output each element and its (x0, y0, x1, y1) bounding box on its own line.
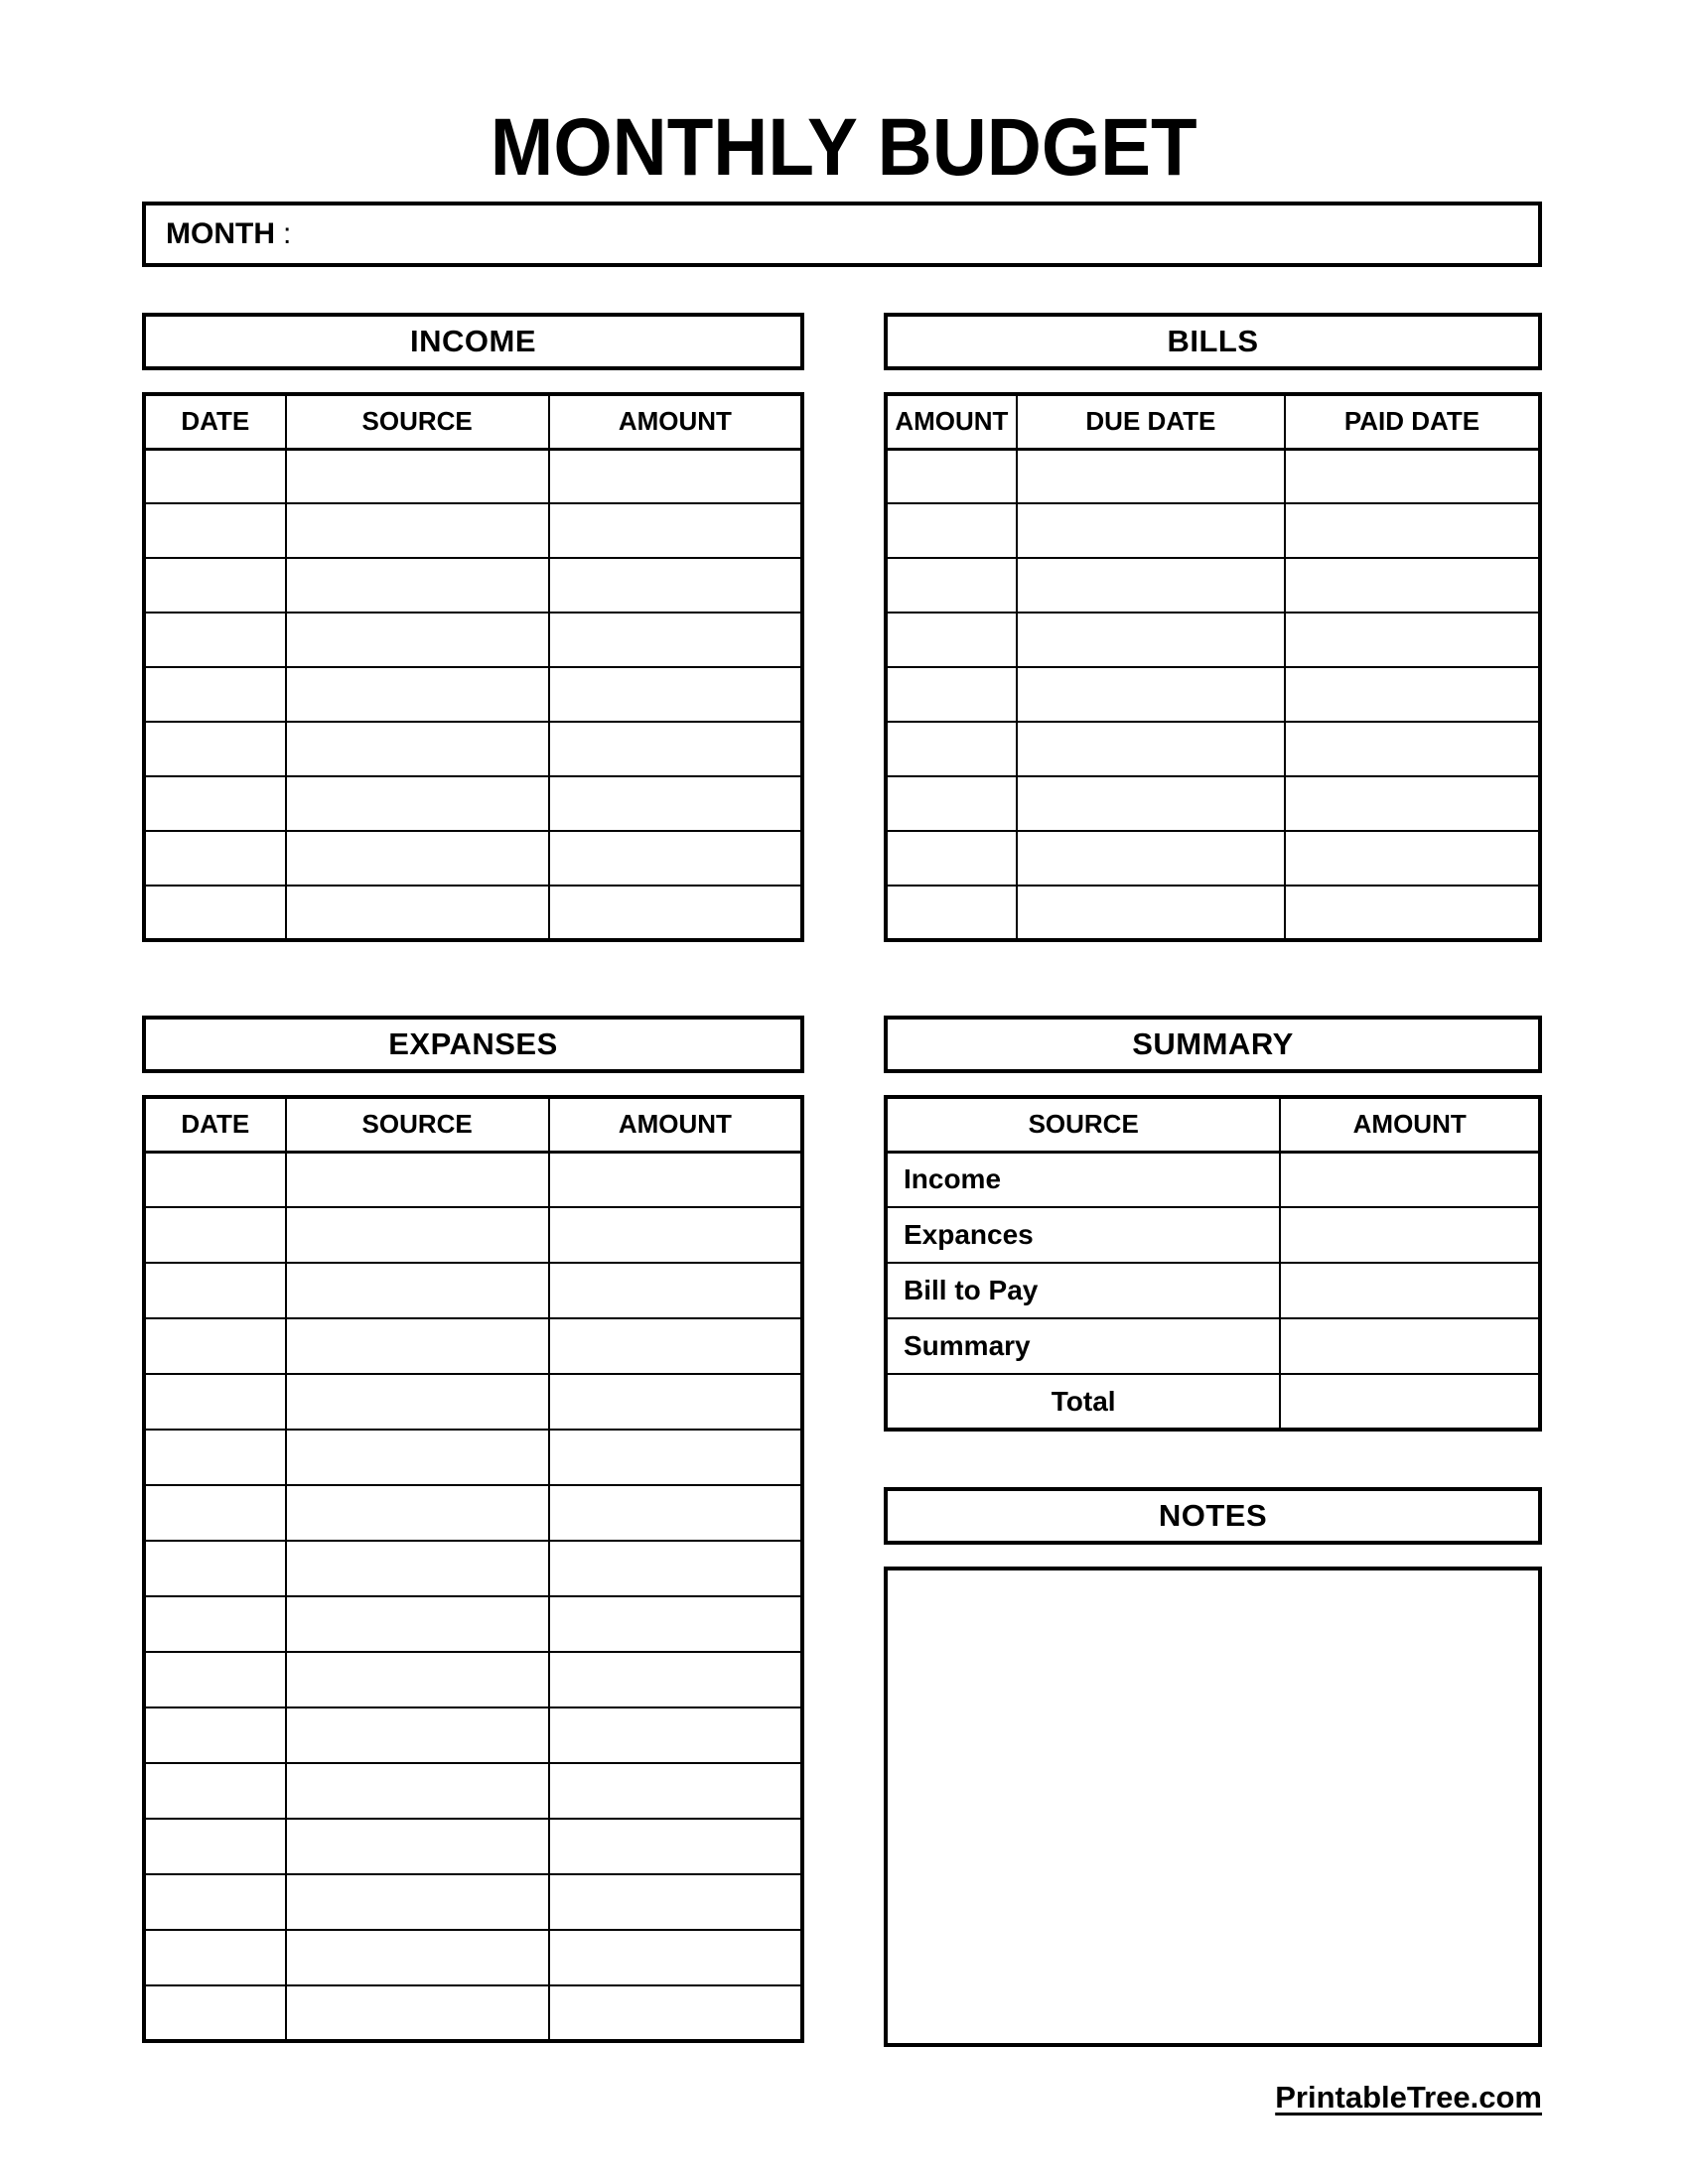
table-row (144, 1207, 802, 1263)
table-row (144, 1541, 802, 1596)
table-row (144, 449, 802, 503)
summary-amount-cell (1280, 1207, 1540, 1263)
blank-cell (549, 722, 802, 776)
column-header: AMOUNT (549, 1097, 802, 1152)
blank-cell (144, 1263, 286, 1318)
summary-row-label: Total (886, 1374, 1280, 1430)
header-row (886, 394, 1540, 449)
blank-cell (144, 558, 286, 613)
blank-cell (144, 1541, 286, 1596)
blank-cell (549, 613, 802, 667)
summary-row (886, 1263, 1540, 1318)
blank-cell (144, 1652, 286, 1707)
blank-cell (286, 1318, 549, 1374)
blank-cell (144, 776, 286, 831)
expanses-table (142, 1095, 804, 2043)
blank-cell (1017, 613, 1285, 667)
table-row (144, 667, 802, 722)
table-row (144, 831, 802, 886)
table-row (144, 722, 802, 776)
blank-cell (886, 831, 1017, 886)
blank-cell (286, 1207, 549, 1263)
notes-box (884, 1567, 1542, 2047)
notes-section-header (884, 1487, 1542, 1545)
blank-cell (1285, 613, 1540, 667)
blank-cell (144, 1430, 286, 1485)
table-row (886, 776, 1540, 831)
blank-cell (286, 1652, 549, 1707)
blank-cell (286, 1874, 549, 1930)
table-row (886, 831, 1540, 886)
blank-cell (886, 886, 1017, 940)
column-header: PAID DATE (1285, 394, 1540, 449)
blank-cell (144, 1485, 286, 1541)
expanses-section-header (142, 1016, 804, 1073)
month-separator: : (282, 217, 292, 250)
table-row (886, 886, 1540, 940)
table-row (886, 503, 1540, 558)
bills-table (884, 392, 1542, 942)
table-row (886, 558, 1540, 613)
blank-cell (549, 1707, 802, 1763)
blank-cell (1285, 558, 1540, 613)
blank-cell (549, 1318, 802, 1374)
blank-cell (286, 776, 549, 831)
blank-cell (144, 1152, 286, 1207)
blank-cell (144, 1318, 286, 1374)
blank-cell (144, 1874, 286, 1930)
summary-amount-cell (1280, 1318, 1540, 1374)
table-row (144, 1652, 802, 1707)
blank-cell (886, 776, 1017, 831)
blank-cell (886, 667, 1017, 722)
blank-cell (549, 1374, 802, 1430)
summary-total-row (886, 1374, 1540, 1430)
table-row (886, 667, 1540, 722)
blank-cell (1017, 776, 1285, 831)
table-row (144, 886, 802, 940)
blank-cell (549, 1985, 802, 2041)
column-header: AMOUNT (549, 394, 802, 449)
blank-cell (286, 1263, 549, 1318)
column-header: AMOUNT (886, 394, 1017, 449)
income-section-title: INCOME (410, 324, 536, 358)
blank-cell (144, 1374, 286, 1430)
summary-amount-cell (1280, 1374, 1540, 1430)
blank-cell (144, 1707, 286, 1763)
blank-cell (1285, 667, 1540, 722)
blank-cell (286, 1374, 549, 1430)
table-row (886, 722, 1540, 776)
table-row (886, 613, 1540, 667)
blank-cell (286, 1596, 549, 1652)
table-row (144, 1374, 802, 1430)
blank-cell (286, 503, 549, 558)
blank-cell (549, 503, 802, 558)
summary-table-body (886, 1152, 1540, 1430)
bills-section-title: BILLS (1167, 324, 1259, 358)
column-header: DUE DATE (1017, 394, 1285, 449)
blank-cell (549, 886, 802, 940)
expanses-section (142, 1016, 804, 2043)
blank-cell (549, 1152, 802, 1207)
blank-cell (549, 1541, 802, 1596)
blank-cell (1017, 722, 1285, 776)
summary-row (886, 1207, 1540, 1263)
summary-row (886, 1152, 1540, 1207)
bills-section-header (884, 313, 1542, 370)
blank-cell (549, 1874, 802, 1930)
blank-cell (549, 1430, 802, 1485)
blank-cell (144, 1763, 286, 1819)
column-header: DATE (144, 1097, 286, 1152)
blank-cell (286, 449, 549, 503)
blank-cell (144, 1930, 286, 1985)
table-row (144, 613, 802, 667)
blank-cell (144, 831, 286, 886)
table-row (144, 1763, 802, 1819)
table-row (144, 1985, 802, 2041)
blank-cell (286, 558, 549, 613)
blank-cell (286, 722, 549, 776)
table-row (144, 1263, 802, 1318)
blank-cell (549, 1652, 802, 1707)
blank-cell (286, 886, 549, 940)
page-title (0, 103, 1688, 215)
blank-cell (549, 449, 802, 503)
blank-cell (886, 449, 1017, 503)
left-column (142, 313, 804, 2043)
blank-cell (286, 1541, 549, 1596)
table-row (144, 503, 802, 558)
table-row (144, 776, 802, 831)
blank-cell (549, 1930, 802, 1985)
blank-cell (286, 1430, 549, 1485)
blank-cell (144, 449, 286, 503)
column-header: SOURCE (286, 1097, 549, 1152)
blank-cell (144, 1985, 286, 2041)
column-header: SOURCE (886, 1097, 1280, 1152)
right-column (884, 313, 1542, 2047)
summary-amount-cell (1280, 1263, 1540, 1318)
summary-section-title: SUMMARY (1132, 1026, 1294, 1061)
blank-cell (549, 776, 802, 831)
blank-cell (886, 613, 1017, 667)
summary-section (884, 1016, 1542, 1432)
notes-section (884, 1487, 1542, 2047)
footer-link[interactable]: PrintableTree.com (1275, 2080, 1542, 2115)
blank-cell (286, 1819, 549, 1874)
blank-cell (549, 1596, 802, 1652)
blank-cell (286, 1763, 549, 1819)
blank-cell (144, 667, 286, 722)
blank-cell (549, 1763, 802, 1819)
table-row (144, 1707, 802, 1763)
blank-cell (549, 1207, 802, 1263)
blank-cell (1017, 503, 1285, 558)
blank-cell (144, 613, 286, 667)
blank-cell (1017, 886, 1285, 940)
table-row (144, 1430, 802, 1485)
blank-cell (1285, 886, 1540, 940)
header-row (144, 1097, 802, 1152)
blank-cell (144, 1819, 286, 1874)
month-field (142, 202, 1542, 267)
income-section-header (142, 313, 804, 370)
table-row (144, 1874, 802, 1930)
blank-cell (549, 1485, 802, 1541)
blank-cell (549, 831, 802, 886)
blank-cell (1285, 831, 1540, 886)
summary-amount-cell (1280, 1152, 1540, 1207)
blank-cell (144, 886, 286, 940)
blank-cell (1017, 831, 1285, 886)
blank-cell (886, 558, 1017, 613)
column-header: AMOUNT (1280, 1097, 1540, 1152)
header-row (886, 1097, 1540, 1152)
column-header: DATE (144, 394, 286, 449)
table-row (144, 1485, 802, 1541)
summary-table (884, 1095, 1542, 1432)
blank-cell (1017, 558, 1285, 613)
table-row (144, 1152, 802, 1207)
blank-cell (144, 1596, 286, 1652)
blank-cell (886, 722, 1017, 776)
table-row (144, 1930, 802, 1985)
blank-cell (144, 503, 286, 558)
page-title-text: MONTHLY BUDGET (491, 102, 1197, 193)
table-row (886, 449, 1540, 503)
blank-cell (286, 1930, 549, 1985)
income-table (142, 392, 804, 942)
blank-cell (286, 613, 549, 667)
blank-cell (286, 1707, 549, 1763)
blank-cell (286, 1985, 549, 2041)
summary-section-header (884, 1016, 1542, 1073)
blank-cell (549, 558, 802, 613)
summary-table-head (886, 1097, 1540, 1152)
expanses-section-title: EXPANSES (388, 1026, 558, 1061)
summary-row-label: Income (886, 1152, 1280, 1207)
summary-row-label: Summary (886, 1318, 1280, 1374)
blank-cell (144, 1207, 286, 1263)
blank-cell (1285, 449, 1540, 503)
blank-cell (286, 667, 549, 722)
blank-cell (144, 722, 286, 776)
notes-section-title: NOTES (1158, 1498, 1268, 1533)
blank-cell (549, 1263, 802, 1318)
blank-cell (1285, 776, 1540, 831)
blank-cell (286, 1152, 549, 1207)
table-row (144, 1318, 802, 1374)
blank-cell (886, 503, 1017, 558)
table-row (144, 1819, 802, 1874)
blank-cell (286, 831, 549, 886)
summary-row (886, 1318, 1540, 1374)
blank-cell (1285, 722, 1540, 776)
column-header: SOURCE (286, 394, 549, 449)
blank-cell (286, 1485, 549, 1541)
blank-cell (1017, 667, 1285, 722)
blank-cell (1017, 449, 1285, 503)
blank-cell (549, 1819, 802, 1874)
table-row (144, 1596, 802, 1652)
blank-cell (1285, 503, 1540, 558)
blank-cell (549, 667, 802, 722)
month-label: MONTH (166, 217, 275, 250)
table-row (144, 558, 802, 613)
summary-row-label: Expances (886, 1207, 1280, 1263)
summary-row-label: Bill to Pay (886, 1263, 1280, 1318)
header-row (144, 394, 802, 449)
